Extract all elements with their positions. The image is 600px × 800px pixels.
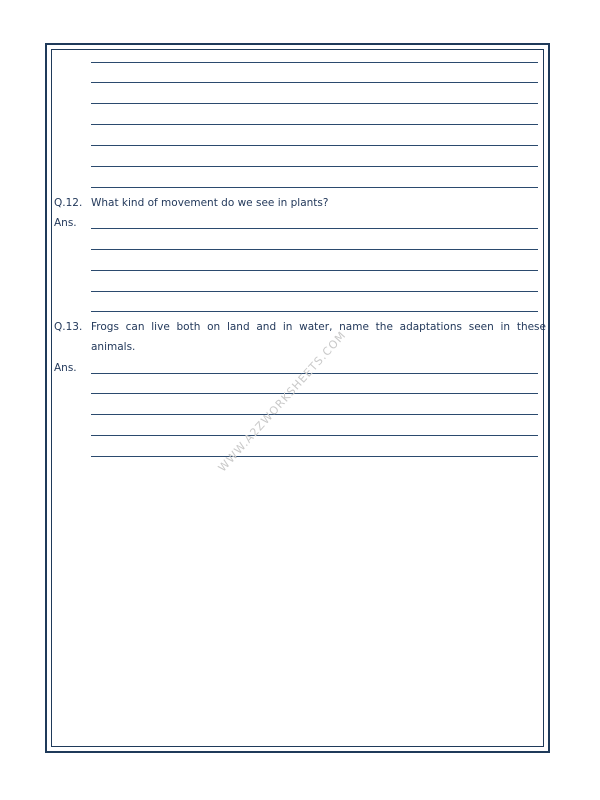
answer-line: [91, 228, 538, 229]
answer-line: [91, 435, 538, 436]
answer-line: [91, 456, 538, 457]
answer-line: [91, 145, 538, 146]
answer-line: [91, 82, 538, 83]
watermark: WWW.A2ZWORKSHEETS.COM: [215, 328, 349, 475]
answer-line: [91, 249, 538, 250]
answer-line: [91, 311, 538, 312]
page-border: [45, 43, 550, 753]
answer-line: [91, 166, 538, 167]
answer-line: [91, 414, 538, 415]
page-border-inner: [51, 49, 544, 747]
question-text: Frogs can live both on land and in water, name the adaptations seen in these: [91, 321, 546, 333]
question-text: What kind of movement do we see in plants?: [91, 197, 329, 209]
answer-line: [91, 187, 538, 188]
answer-line: [91, 103, 538, 104]
answer-line: [91, 393, 538, 394]
answer-label: Ans.: [54, 217, 77, 229]
answer-line: [91, 124, 538, 125]
answer-line: [91, 62, 538, 63]
answer-line: [91, 270, 538, 271]
question-number: Q.13.: [54, 321, 83, 333]
question-number: Q.12.: [54, 197, 83, 209]
answer-label: Ans.: [54, 362, 77, 374]
answer-line: [91, 291, 538, 292]
question-text-continued: animals.: [91, 341, 136, 353]
